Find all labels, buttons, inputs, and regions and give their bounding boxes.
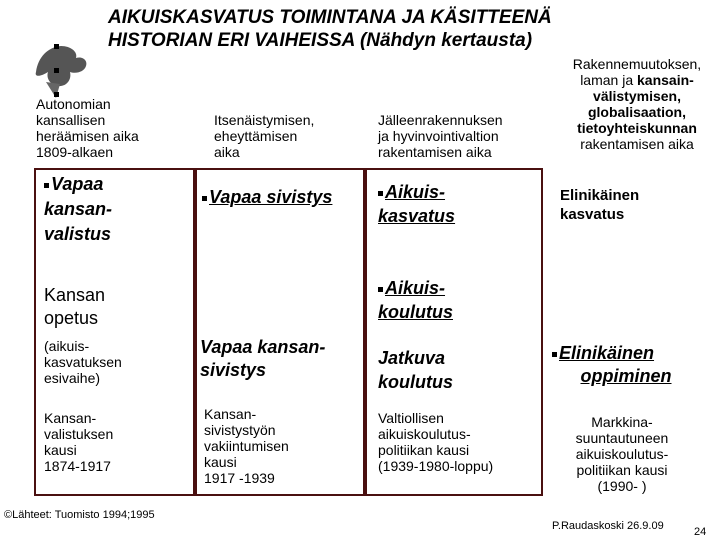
col3-top-term bbox=[378, 180, 538, 228]
col2-period-line: vakiintumisen bbox=[204, 438, 289, 454]
university-logo-icon bbox=[26, 32, 96, 102]
col3-low-term-line: Jatkuva bbox=[378, 348, 446, 368]
col4-mid-term-line: Elinikäinen bbox=[559, 343, 655, 363]
col3-low-term bbox=[378, 346, 538, 394]
column-4-header bbox=[556, 56, 718, 152]
col1-header-date: 1809-alkaen bbox=[36, 144, 114, 160]
col1-top-term bbox=[44, 172, 189, 247]
col3-mid-term-line: koulutus bbox=[378, 302, 453, 322]
col2-top-term-text: Vapaa sivistys bbox=[209, 187, 333, 207]
col1-header-line-bold: kansallisen bbox=[36, 112, 106, 128]
col2-header-line: aika bbox=[214, 144, 240, 160]
col1-mid-sub-line: kasvatuksen bbox=[44, 354, 122, 370]
col4-period-line: aikuiskoulutus- bbox=[575, 446, 669, 462]
col3-header-line: Jälleenrakennuksen bbox=[378, 112, 503, 128]
col4-period-line: (1990- ) bbox=[597, 478, 647, 494]
col4-header-line-bold: globalisaation, bbox=[587, 104, 686, 120]
col4-header-line-bold: välistymisen, bbox=[593, 88, 681, 104]
col1-mid-term-line: opetus bbox=[44, 308, 99, 328]
title-line-2: HISTORIAN ERI VAIHEISSA (Nähdyn kertausta) bbox=[108, 30, 533, 51]
col1-period-line: kausi bbox=[44, 442, 77, 458]
column-3-header bbox=[378, 112, 548, 160]
col4-top-term bbox=[560, 186, 710, 224]
col1-mid-sub-line: (aikuis- bbox=[44, 338, 90, 354]
col4-header-word-bold: kansain- bbox=[637, 72, 694, 88]
col1-period bbox=[44, 410, 189, 474]
col1-top-term-line: valistus bbox=[44, 224, 112, 244]
col3-low-term-line: koulutus bbox=[378, 372, 453, 392]
col4-header-word: laman ja bbox=[580, 72, 637, 88]
col3-period-line: Valtiollisen bbox=[378, 410, 444, 426]
col1-mid-term-line: Kansan bbox=[44, 285, 106, 305]
col3-mid-term-line: Aikuis- bbox=[385, 278, 446, 298]
col3-header-line: ja hyvinvointivaltion bbox=[378, 128, 499, 144]
col1-header-word: heräämisen bbox=[36, 128, 110, 144]
col2-period-line: kausi bbox=[204, 454, 237, 470]
col4-mid-term bbox=[552, 342, 714, 388]
col2-period bbox=[204, 406, 362, 486]
bullet-icon bbox=[552, 352, 557, 357]
col4-top-term-line: kasvatus bbox=[560, 206, 625, 223]
col2-top-term bbox=[202, 186, 362, 208]
slide-title bbox=[108, 6, 668, 52]
col1-period-line: valistuksen bbox=[44, 426, 114, 442]
bullet-icon bbox=[44, 183, 49, 188]
col3-period-line: aikuiskoulutus- bbox=[378, 426, 471, 442]
col3-top-term-line: kasvatus bbox=[378, 206, 456, 226]
col4-period-line: politiikan kausi bbox=[576, 462, 668, 478]
col3-mid-term bbox=[378, 276, 538, 324]
col1-top-term-line: Vapaa bbox=[51, 174, 104, 194]
col1-header-line: Autonomian bbox=[36, 96, 111, 112]
col4-top-term-line: Elinikäinen bbox=[560, 187, 640, 204]
col4-period-line: suuntautuneen bbox=[575, 430, 669, 446]
col4-mid-term-line: oppiminen bbox=[580, 366, 672, 386]
bullet-icon bbox=[378, 191, 383, 196]
col2-header-line: eheyttämisen bbox=[214, 128, 298, 144]
col3-header-line: rakentamisen aika bbox=[378, 144, 492, 160]
col4-period-line: Markkina- bbox=[591, 414, 653, 430]
logo-dot-2-icon bbox=[54, 62, 61, 80]
col2-period-line: 1917 -1939 bbox=[204, 470, 275, 486]
col3-period bbox=[378, 410, 540, 474]
col2-header-line: Itsenäistymisen, bbox=[214, 112, 315, 128]
footer-source: ©Lähteet: Tuomisto 1994;1995 bbox=[4, 509, 155, 521]
col1-mid-sub bbox=[44, 338, 189, 386]
bullet-icon bbox=[378, 287, 383, 292]
col1-top-term-line: kansan- bbox=[44, 199, 113, 219]
col2-period-line: sivistystyön bbox=[204, 422, 276, 438]
column-2-header bbox=[214, 112, 364, 160]
col1-header-word-2: aika bbox=[109, 128, 139, 144]
logo-dot-1-icon bbox=[54, 38, 61, 56]
col4-header-line: rakentamisen aika bbox=[580, 136, 694, 152]
col1-mid-sub-line: esivaihe) bbox=[44, 370, 101, 386]
col3-period-line: (1939-1980-loppu) bbox=[378, 458, 494, 474]
col4-period bbox=[556, 414, 688, 494]
col1-period-line: Kansan- bbox=[44, 410, 97, 426]
col1-period-line: 1874-1917 bbox=[44, 458, 111, 474]
title-line-1: AIKUISKASVATUS TOIMINTANA JA KÄSITTEENÄ bbox=[108, 7, 552, 28]
col2-mid-term bbox=[200, 336, 362, 382]
col1-mid-term bbox=[44, 284, 189, 330]
col4-header-line: Rakennemuutoksen, bbox=[572, 56, 702, 72]
col3-top-term-line: Aikuis- bbox=[385, 182, 446, 202]
column-1-header bbox=[36, 96, 166, 160]
col3-period-line: politiikan kausi bbox=[378, 442, 470, 458]
footer-author: P.Raudaskoski 26.9.09 bbox=[552, 520, 664, 532]
page-number: 24 bbox=[694, 526, 707, 538]
col2-mid-term-line: sivistys bbox=[200, 360, 267, 380]
col2-period-line: Kansan- bbox=[204, 406, 257, 422]
col4-header-line-bold: tietoyhteiskunnan bbox=[577, 120, 697, 136]
bullet-icon bbox=[202, 196, 207, 201]
col2-mid-term-line: Vapaa kansan- bbox=[200, 337, 326, 357]
